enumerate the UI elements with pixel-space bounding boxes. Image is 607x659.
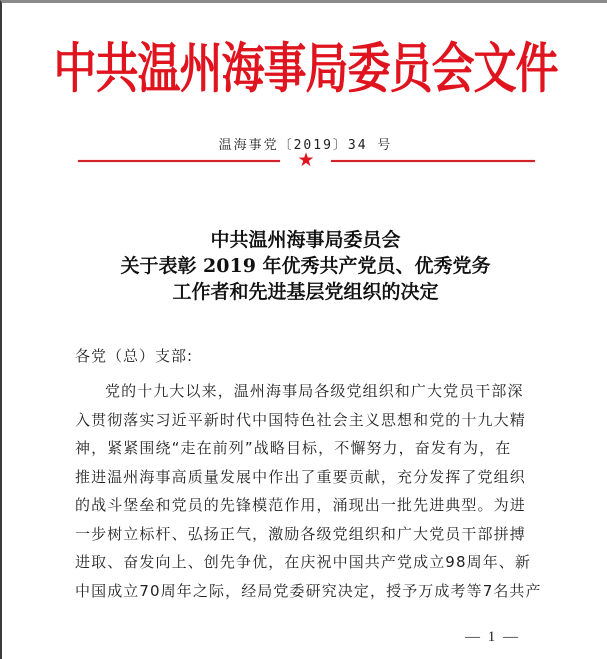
body-line: 入贯彻落实习近平新时代中国特色社会主义思想和党的十九大精 — [75, 410, 526, 429]
body-line: 推进温州海事高质量发展中作出了重要贡献，充分发挥了党组织 — [75, 467, 526, 486]
red-divider — [78, 149, 535, 171]
body-line: 中国成立70周年之际，经局党委研究决定，授予万成考等7名共产 — [75, 581, 542, 600]
document-number: 温海事党〔2019〕34 号 — [218, 138, 393, 153]
document-title — [2, 227, 607, 305]
body-line: 一步树立标杆、弘扬正气，激励各级党组织和广大党员干部拼搏 — [75, 524, 526, 543]
body-line: 的战斗堡垒和党员的先锋模范作用，涌现出一批先进典型。为进 — [75, 496, 526, 514]
divider-line-right — [331, 160, 535, 162]
document-masthead: 中共温州海事局委员会文件 — [53, 38, 558, 101]
page-number: — 1 — — [465, 629, 520, 645]
star-icon: ★ — [297, 149, 315, 171]
divider-line-left — [78, 160, 280, 162]
title-line: 工作者和先进基层党组织的决定 — [172, 281, 439, 303]
body-paragraph — [75, 377, 545, 605]
body-line: 党的十九大以来，温州海事局各级党组织和广大党员干部深 — [105, 382, 524, 400]
body-line: 进取、奋发向上、创先争优，在庆祝中国共产党成立98周年、新 — [75, 553, 531, 571]
title-line: 中共温州海事局委员会 — [210, 229, 401, 251]
body-line: 神，紧紧围绕“走在前列”战略目标，不懈努力，奋发有为，在 — [75, 439, 512, 457]
salutation: 各党（总）支部: — [75, 347, 194, 365]
title-line: 关于表彰 2019 年优秀共产党员、优秀党务 — [120, 255, 491, 277]
